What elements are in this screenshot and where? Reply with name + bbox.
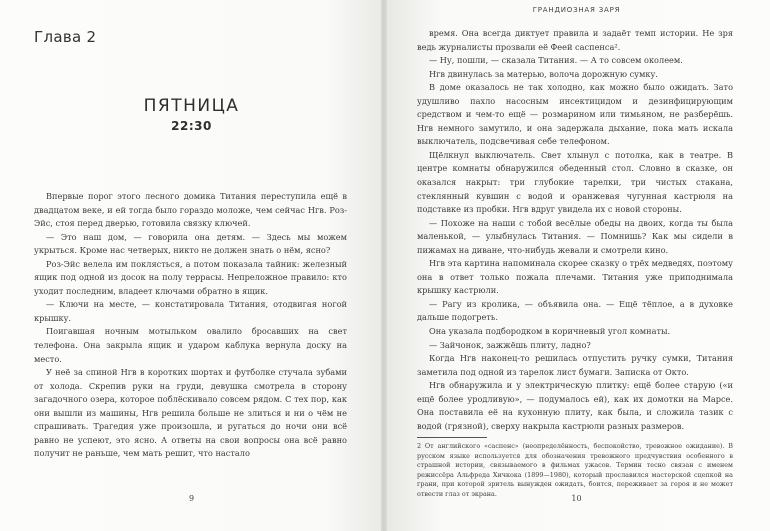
paragraph: — Рагу из кролика, — объявила она. — Ещё тёплое, а в духовке дальше подогреть.	[417, 298, 733, 323]
paragraph: У неё за спиной Нгв в коротких шортах и футболке стучала зубами от холода. Скрепив руки на груди, девушка смотрела в сторону загадочного озера, которое поблёскивало совсем рядом. С тех пор, как они вышли из машины, Нгв решила больше не злиться и ни о чём не спрашивать. Трагедия уже произошла, и ругаться до ночи они всё равно не успеют, это ясно. А ответы на свои вопросы она всё равно получит не раньше, чем мать решит, что настало	[34, 367, 347, 459]
left-body-text	[34, 190, 347, 461]
footnote: 2 От английского «саспенс» (неопределённость, беспокойство, тревожное ожидание). В русском языке используется для обозначения тревожного предчувствия особенного в страшной истории, связываемого в фильмах ужасов. Термин тесно связан с именем режиссёра Альфреда Хичкока (1899—1980), который прославился мастерской сцепкой на грани, при которой зритель вынужден ожидать, боится, переживает за героя и не может отвести глаз от экрана.	[417, 442, 733, 498]
paragraph: время. Она всегда диктует правила и задаёт темп истории. Не зря ведь журналисты прозвали её Феей саспенса².	[417, 28, 733, 52]
page-number-left: 9	[188, 494, 195, 503]
footnote-rule	[417, 437, 487, 438]
section-time: 22:30	[171, 119, 212, 133]
right-page	[383, 0, 770, 531]
paragraph: Поигавшая ночным мотыльком овалило бросавших на свет телефона. Она закрыла ящик и ударом каблука вернула доску на место.	[34, 326, 347, 364]
book-gutter	[381, 0, 387, 531]
running-head: ГРАНДИОЗНАЯ ЗАРЯ	[532, 6, 621, 14]
paragraph: — Похоже на наши с тобой весёлые обеды на двоих, когда ты была маленькой, — улыбнулась Титания. — Помнишь? Как мы сидели в пижамах на диване, что-нибудь жевали и смотрели кино.	[417, 217, 733, 255]
page-number-right: 10	[571, 494, 582, 503]
paragraph: Нгв обнаружила и у электрическую плитку: ещё более старую («и ещё более уродливую», — подумалось ей), как их домотки на Марсе. Она поставила её на кухонную плиту, как была, и сложила тазик с водой (грязной), сверху накрыла кастрюли разных размеров.	[417, 380, 733, 431]
chapter-heading: Глава 2	[34, 28, 97, 46]
paragraph: Нгв двинулась за матерью, волоча дорожную сумку.	[429, 68, 658, 79]
paragraph: — Зайчонок, зажжёшь плиту, ладно?	[429, 339, 591, 350]
paragraph: — Ну, пошли, — сказала Титания. — А то совсем околеем.	[429, 55, 683, 66]
paragraph: Она указала подбородком в коричневый угол комнаты.	[429, 326, 671, 337]
paragraph: Впервые порог этого лесного домика Титания переступила ещё в двадцатом веке, и ей тогда было гораздо моложе, чем сейчас Нгв. Роз-Эйс, стоя перед дверью, готовила связку ключей.	[34, 191, 347, 229]
paragraph: Роз-Эйс велела им поклясться, а потом показала тайник: железный ящик под одной из досок на полу террасы. Непреложное правило: кто уходит последним, владеет ключами обратно в ящик.	[34, 258, 347, 296]
paragraph: Щёлкнул выключатель. Свет хлынул с потолка, как в театре. В центре комнаты обнаружился обеденный стол. Словно в сказке, он оказался накрыт: три глубокие тарелки, три чистых стакана, стеклянный кувшин с водой и оранжевая чугунная кастрюля на подставке из пробки. Нгв вдруг увидела их с новой стороны.	[417, 149, 733, 215]
paragraph: В доме оказалось не так холодно, как можно было ожидать. Зато удушливо пахло насосным инсектицидом и дезинфицирующим средством и чем-то ещё — розмарином или тимьяном, не разберёшь. Нгв немного замутило, и она задержала дыхание, пока мать искала выключатель, подсвечивая себе телефоном.	[417, 82, 733, 147]
paragraph: — Это наш дом, — говорила она детям. — Здесь мы можем укрыться. Кроме нас четверых, никто не должен знать о нём, ясно?	[34, 231, 347, 256]
paragraph: Когда Нгв наконец-то решилась отпустить ручку сумки, Титания заметила под одной из тарелок лист бумаги. Записка от Окто.	[417, 353, 733, 377]
left-page	[0, 0, 383, 531]
section-weekday: ПЯТНИЦА	[143, 96, 240, 116]
paragraph: Нгв эта картина напоминала скорее сказку о трёх медведях, поэтому она в ответ только пожала плечами. Титания уже приподнимала крышку кастрюли.	[417, 258, 733, 296]
right-body-text	[417, 27, 733, 433]
paragraph: — Ключи на месте, — констатировала Титания, отодвигая ногой крышку.	[34, 299, 347, 323]
